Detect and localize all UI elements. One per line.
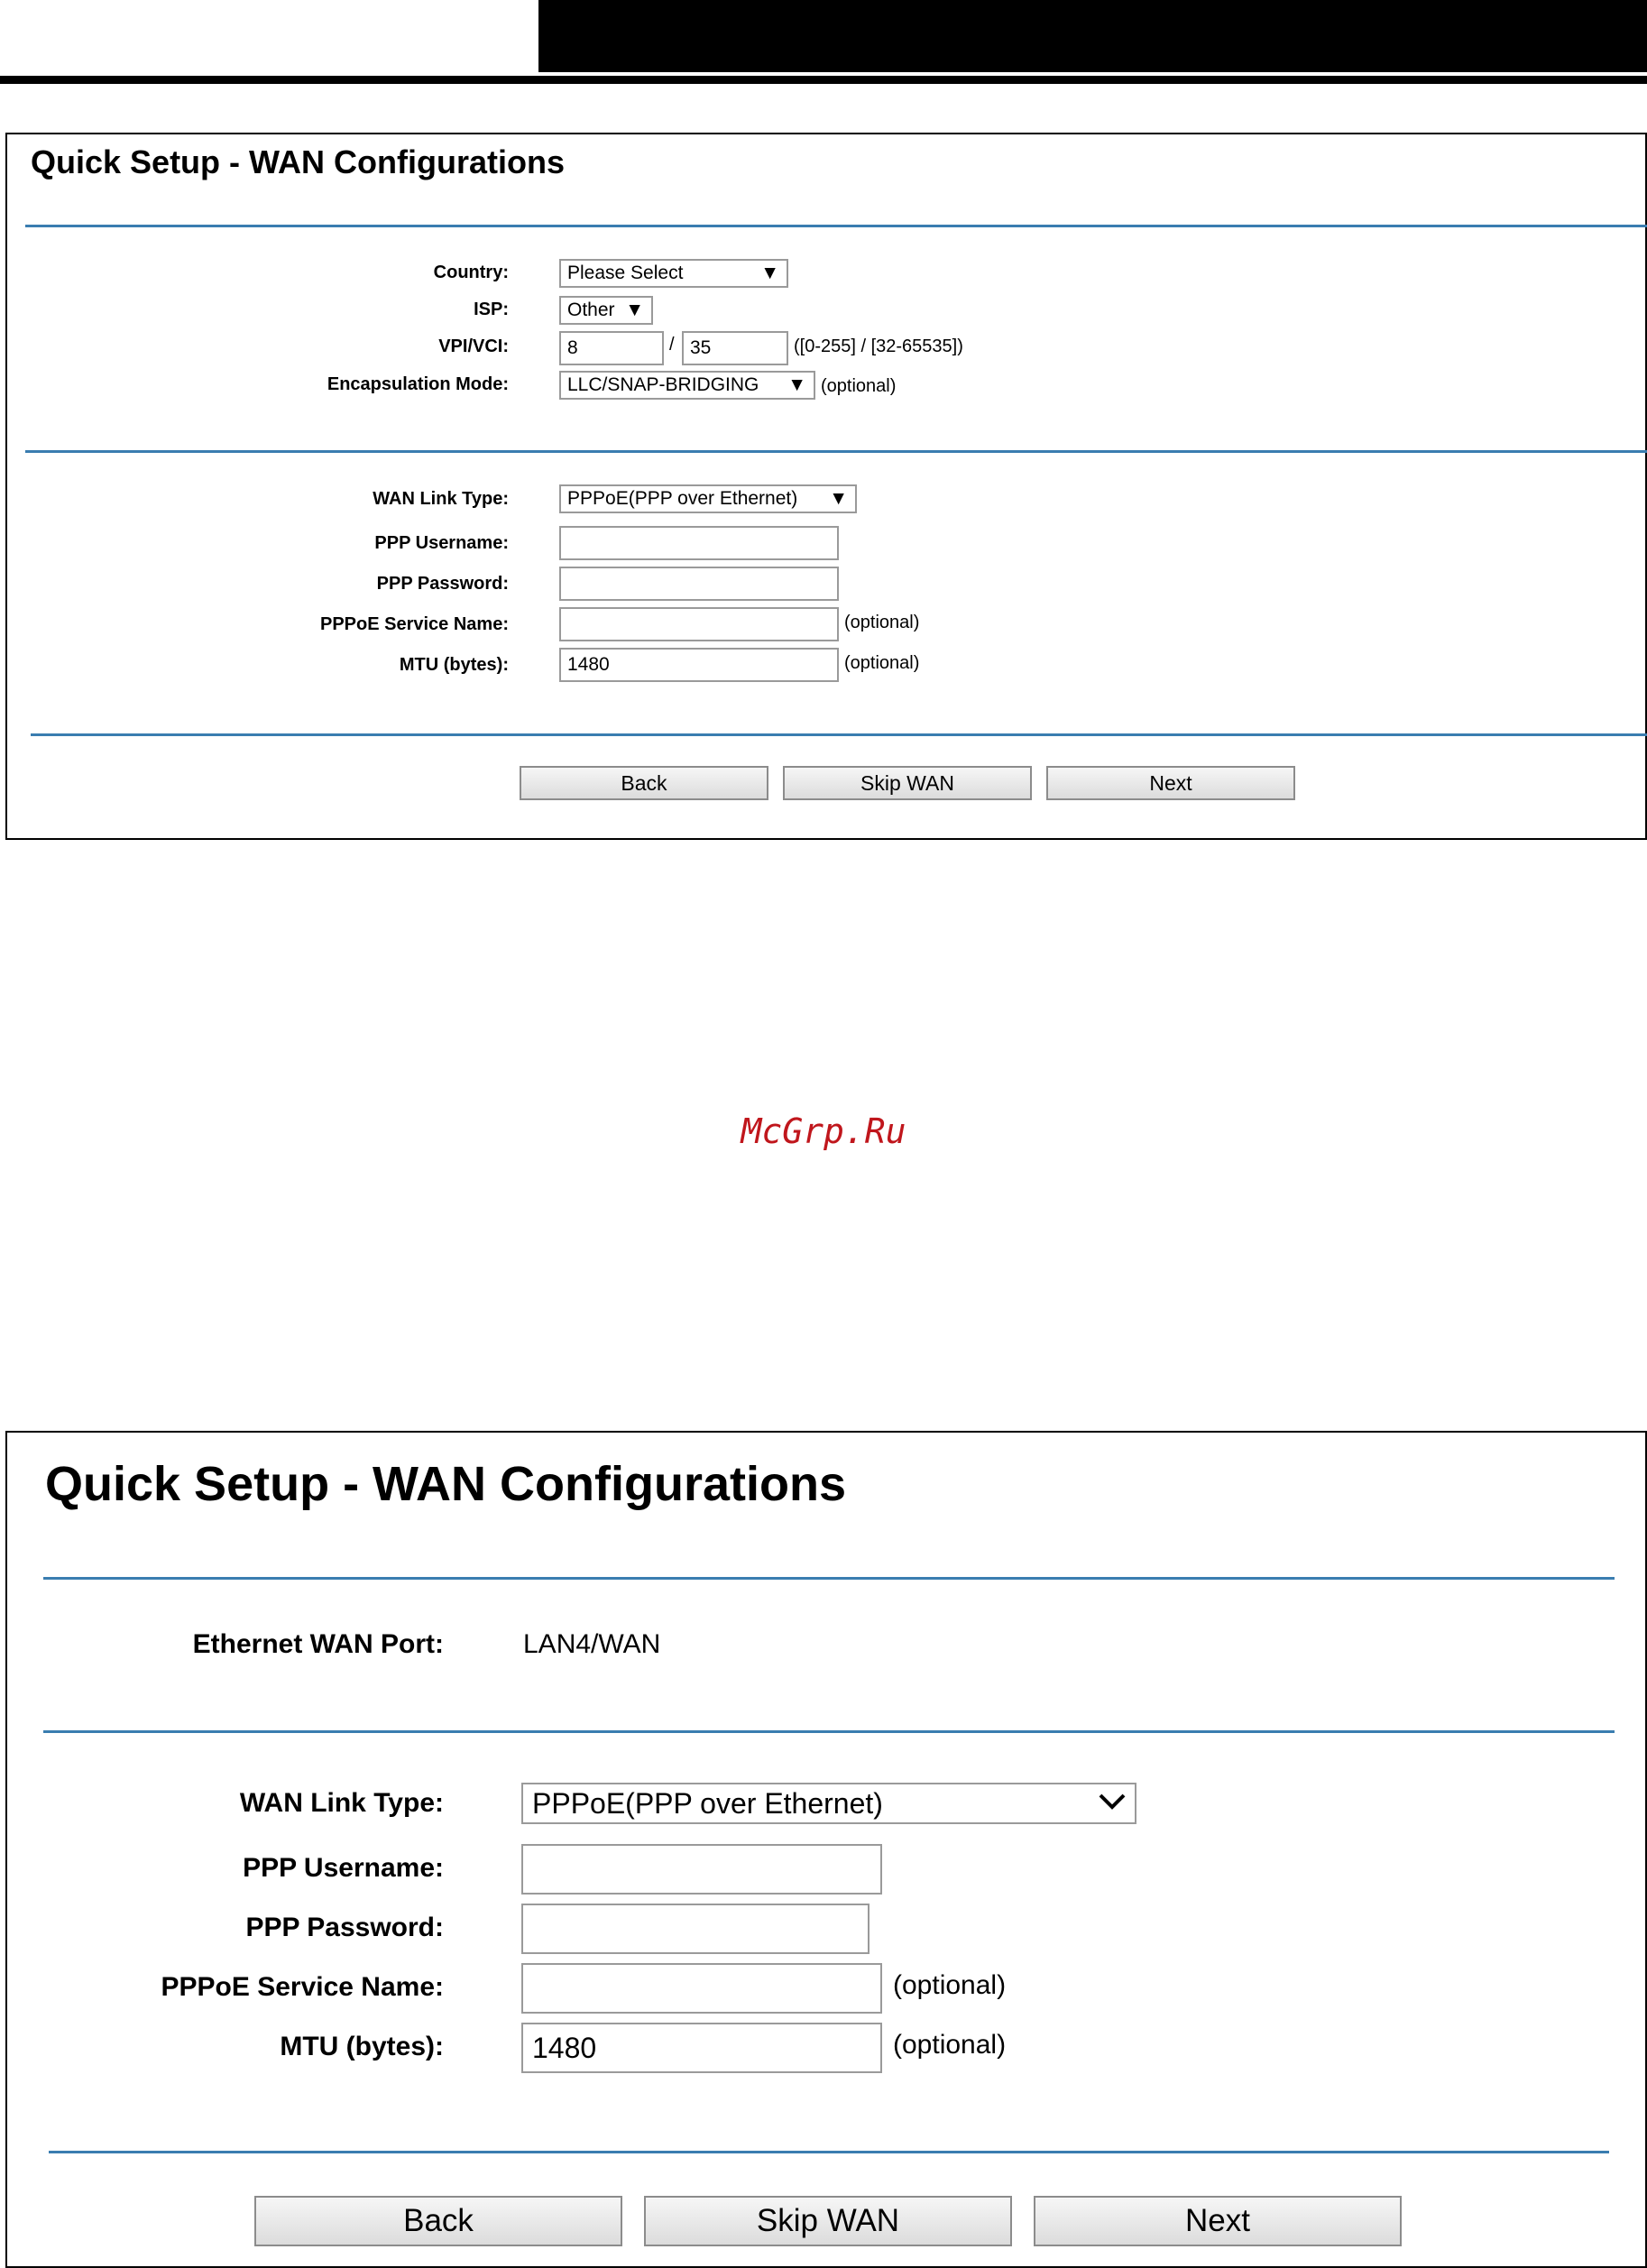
ppp-password-label: PPP Password:: [376, 574, 509, 594]
country-select[interactable]: [559, 259, 788, 288]
chevron-down-icon: [1097, 1783, 1127, 1824]
page-header-rule: [0, 76, 1647, 84]
ppp-username-input[interactable]: [521, 1844, 882, 1895]
isp-label: ISP:: [474, 300, 509, 319]
ethernet-wan-port-value: LAN4/WAN: [523, 1629, 661, 1659]
mtu-input[interactable]: 1480: [521, 2023, 882, 2073]
vpivci-range-hint: ([0-255] / [32-65535]): [794, 337, 963, 356]
wan-link-type-label: WAN Link Type:: [239, 1788, 444, 1818]
section-divider: [49, 2151, 1609, 2153]
pppoe-service-name-input[interactable]: [521, 1963, 882, 2014]
wan-config-panel-ethernet: [5, 1431, 1647, 2268]
wan-link-type-select-value: PPPoE(PPP over Ethernet): [567, 488, 798, 509]
page-title: Quick Setup - WAN Configurations: [45, 1457, 846, 1511]
mtu-hint: (optional): [893, 2030, 1007, 2060]
vpivci-label: VPI/VCI:: [438, 337, 509, 356]
pppoe-service-name-input[interactable]: [559, 607, 839, 641]
section-divider: [43, 1577, 1615, 1580]
encapsulation-hint: (optional): [821, 376, 897, 396]
back-button[interactable]: Back: [254, 2196, 622, 2246]
country-select-value: Please Select: [567, 263, 684, 283]
isp-select-value: Other: [567, 300, 615, 320]
watermark-text: McGrp.Ru: [741, 1111, 906, 1151]
skip-wan-button[interactable]: Skip WAN: [783, 766, 1032, 800]
section-divider: [25, 225, 1647, 227]
pppoe-service-name-label: PPPoE Service Name:: [161, 1972, 444, 2002]
mtu-input[interactable]: 1480: [559, 648, 839, 682]
section-divider: [25, 450, 1647, 453]
mtu-label: MTU (bytes):: [280, 2032, 444, 2061]
page-header-bar: [538, 0, 1647, 72]
chevron-down-icon: ▼: [787, 374, 806, 395]
encapsulation-select[interactable]: [559, 371, 815, 400]
ppp-username-label: PPP Username:: [374, 533, 509, 553]
vci-input[interactable]: 35: [682, 331, 788, 365]
section-divider: [43, 1730, 1615, 1733]
ethernet-wan-port-label: Ethernet WAN Port:: [192, 1629, 444, 1659]
country-label: Country:: [433, 263, 509, 282]
pppoe-service-name-label: PPPoE Service Name:: [320, 614, 509, 634]
mtu-label: MTU (bytes):: [399, 655, 509, 675]
section-divider: [31, 733, 1647, 736]
next-button[interactable]: Next: [1046, 766, 1295, 800]
wan-link-type-select-value: PPPoE(PPP over Ethernet): [532, 1787, 883, 1820]
wan-link-type-select[interactable]: [521, 1783, 1136, 1824]
ppp-username-label: PPP Username:: [243, 1853, 444, 1883]
pppoe-service-name-hint: (optional): [893, 1970, 1007, 2000]
mtu-hint: (optional): [844, 653, 920, 673]
vpivci-separator: /: [669, 335, 675, 355]
chevron-down-icon: ▼: [625, 300, 644, 320]
page-title: Quick Setup - WAN Configurations: [31, 143, 565, 180]
chevron-down-icon: ▼: [760, 263, 779, 283]
encapsulation-label: Encapsulation Mode:: [327, 374, 509, 394]
back-button[interactable]: Back: [520, 766, 768, 800]
ppp-username-input[interactable]: [559, 526, 839, 560]
chevron-down-icon: ▼: [829, 488, 848, 509]
pppoe-service-name-hint: (optional): [844, 613, 920, 632]
isp-select[interactable]: [559, 296, 653, 325]
wan-link-type-select[interactable]: [559, 484, 857, 513]
vpi-input[interactable]: 8: [559, 331, 664, 365]
wan-link-type-label: WAN Link Type:: [373, 489, 509, 509]
encapsulation-select-value: LLC/SNAP-BRIDGING: [567, 374, 759, 395]
next-button[interactable]: Next: [1034, 2196, 1402, 2246]
skip-wan-button[interactable]: Skip WAN: [644, 2196, 1012, 2246]
wan-config-panel-dsl: [5, 133, 1647, 840]
ppp-password-input[interactable]: [521, 1904, 870, 1954]
ppp-password-label: PPP Password:: [245, 1913, 444, 1942]
ppp-password-input[interactable]: [559, 567, 839, 601]
